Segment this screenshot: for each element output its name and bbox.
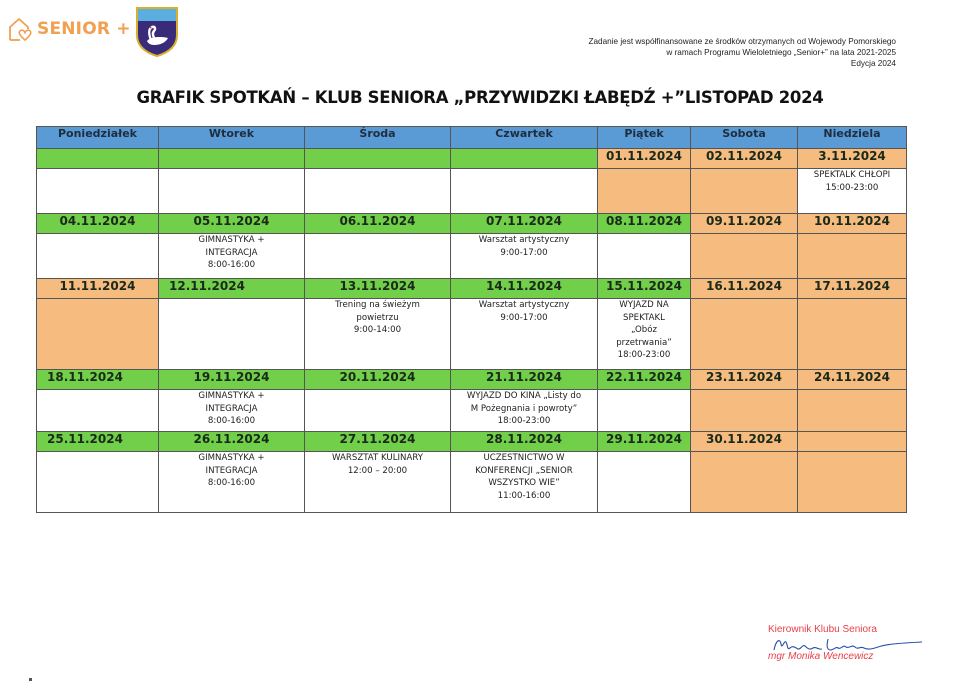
event-text-line: Warsztat artystyczny (478, 300, 570, 310)
event-cell (37, 299, 159, 370)
event-cell (598, 390, 691, 432)
house-heart-icon (8, 16, 34, 42)
events-row (37, 169, 907, 214)
date-cell: 08.11.2024 (598, 214, 691, 234)
date-row (37, 149, 907, 169)
event-text-line: INTEGRACJA (205, 465, 258, 476)
event-text-line: 18:00-23:00 (617, 350, 671, 360)
date-cell (451, 149, 598, 169)
event-text-line: 8:00-16:00 (207, 260, 256, 270)
event-cell (691, 452, 798, 513)
event-text-line: 18:00-23:00 (497, 416, 551, 426)
event-text-line: 12:00 – 20:00 (347, 465, 408, 476)
date-cell: 20.11.2024 (305, 370, 451, 390)
event-cell (305, 452, 451, 513)
event-text-line: WSZYSTKO WIE” (488, 478, 560, 488)
date-cell (305, 149, 451, 169)
events-row (37, 234, 907, 279)
event-text-line: przetrwania” (616, 337, 672, 348)
event-text-line: M Pożegnania i powroty” (470, 403, 578, 414)
event-cell (451, 234, 598, 279)
date-cell: 07.11.2024 (451, 214, 598, 234)
event-cell (37, 169, 159, 214)
weekday-friday: Piątek (598, 127, 691, 149)
event-cell (598, 452, 691, 513)
event-text-line: KONFERENCJI „SENIOR (475, 465, 573, 476)
event-cell (451, 390, 598, 432)
event-text-line: INTEGRACJA (205, 403, 258, 414)
event-text-line: 9:00-14:00 (353, 325, 402, 335)
date-cell: 04.11.2024 (37, 214, 159, 234)
event-cell (159, 234, 305, 279)
events-row (37, 299, 907, 370)
handwritten-signature (772, 636, 947, 656)
event-text-line: WYJAZD DO KINA „Listy do (466, 391, 582, 401)
event-text-line: GIMNASTYKA + (198, 391, 265, 401)
event-cell (598, 169, 691, 214)
date-cell: 28.11.2024 (451, 432, 598, 452)
event-cell (798, 452, 907, 513)
event-cell (159, 390, 305, 432)
event-text-line: SPEKTAKL (623, 312, 665, 323)
date-cell: 14.11.2024 (451, 279, 598, 299)
event-text-line: WYJAZD NA (619, 300, 669, 310)
funding-note (589, 36, 897, 69)
date-cell: 11.11.2024 (37, 279, 159, 299)
weekday-saturday: Sobota (691, 127, 798, 149)
event-text-line: 9:00-17:00 (500, 247, 548, 258)
date-row (37, 432, 907, 452)
event-cell (159, 169, 305, 214)
date-cell (159, 149, 305, 169)
event-cell (305, 299, 451, 370)
date-cell: 24.11.2024 (798, 370, 907, 390)
date-cell: 27.11.2024 (305, 432, 451, 452)
event-cell (37, 452, 159, 513)
signature-role: Kierownik Klubu Seniora (768, 624, 877, 635)
event-cell (798, 234, 907, 279)
date-cell: 23.11.2024 (691, 370, 798, 390)
event-text-line: GIMNASTYKA + (198, 235, 265, 245)
date-cell: 02.11.2024 (691, 149, 798, 169)
date-row (37, 214, 907, 234)
event-cell (798, 169, 907, 214)
event-text-line: UCZESTNICTWO W (483, 453, 565, 463)
date-cell: 06.11.2024 (305, 214, 451, 234)
senior-plus-logo (8, 14, 131, 44)
date-cell: 19.11.2024 (159, 370, 305, 390)
event-text-line: WARSZTAT KULINARY (332, 453, 423, 463)
event-cell (37, 390, 159, 432)
date-cell: 10.11.2024 (798, 214, 907, 234)
date-row (37, 279, 907, 299)
weekday-monday: Poniedziałek (37, 127, 159, 149)
event-text-line: INTEGRACJA (205, 247, 258, 258)
event-cell (305, 169, 451, 214)
date-cell: 3.11.2024 (798, 149, 907, 169)
event-cell (598, 299, 691, 370)
event-text-line: 8:00-16:00 (207, 478, 256, 488)
date-cell: 05.11.2024 (159, 214, 305, 234)
funding-line: Edycja 2024 (850, 59, 896, 68)
event-cell (451, 299, 598, 370)
event-text-line: 11:00-16:00 (497, 490, 551, 501)
date-cell: 12.11.2024 (159, 279, 305, 299)
event-cell (305, 390, 451, 432)
event-cell (798, 299, 907, 370)
event-cell (451, 452, 598, 513)
date-cell: 09.11.2024 (691, 214, 798, 234)
schedule-table (36, 126, 907, 513)
event-text-line: „Obóz (631, 325, 657, 335)
funding-line: w ramach Programu Wieloletniego „Senior+” na lata 2021-2025 (666, 48, 896, 57)
funding-line: Zadanie jest współfinansowane ze środków otrzymanych od Wojewody Pomorskiego (588, 37, 896, 46)
event-cell (159, 299, 305, 370)
weekday-thursday: Czwartek (451, 127, 598, 149)
weekday-wednesday: Środa (305, 127, 451, 149)
event-text-line: SPEKTALK CHŁOPI (813, 170, 891, 180)
weekday-sunday: Niedziela (798, 127, 907, 149)
date-cell: 22.11.2024 (598, 370, 691, 390)
signature-name: mgr Monika Wencewicz (768, 651, 874, 662)
event-cell (691, 299, 798, 370)
events-row (37, 452, 907, 513)
date-cell: 15.11.2024 (598, 279, 691, 299)
date-cell: 18.11.2024 (37, 370, 159, 390)
page-title: GRAFIK SPOTKAŃ – KLUB SENIORA „PRZYWIDZKI ŁABĘDŹ +”LISTOPAD 2024 (136, 88, 824, 107)
weekday-header-row (37, 127, 907, 149)
event-text-line: Trening na świeżym (335, 300, 420, 310)
date-cell (37, 149, 159, 169)
event-cell (798, 390, 907, 432)
event-text-line: GIMNASTYKA + (198, 453, 265, 463)
event-cell (691, 234, 798, 279)
date-cell (798, 432, 907, 452)
event-cell (159, 452, 305, 513)
event-text-line: powietrzu (356, 312, 399, 323)
event-text-line: Warsztat artystyczny (478, 235, 570, 245)
logo-text: SENIOR + (37, 19, 131, 39)
event-cell (598, 234, 691, 279)
date-cell: 17.11.2024 (798, 279, 907, 299)
event-cell (37, 234, 159, 279)
date-row (37, 370, 907, 390)
date-cell: 26.11.2024 (159, 432, 305, 452)
scan-speck (29, 678, 32, 681)
event-cell (305, 234, 451, 279)
events-row (37, 390, 907, 432)
event-text-line: 9:00-17:00 (500, 312, 548, 323)
event-cell (691, 169, 798, 214)
event-text-line: 15:00-23:00 (825, 182, 879, 193)
signature-block (768, 624, 948, 662)
swan-crest-icon (134, 5, 180, 57)
event-text-line: 8:00-16:00 (207, 416, 256, 426)
event-cell (451, 169, 598, 214)
event-cell (691, 390, 798, 432)
date-cell: 21.11.2024 (451, 370, 598, 390)
date-cell: 13.11.2024 (305, 279, 451, 299)
date-cell: 29.11.2024 (598, 432, 691, 452)
date-cell: 01.11.2024 (598, 149, 691, 169)
date-cell: 30.11.2024 (691, 432, 798, 452)
date-cell: 16.11.2024 (691, 279, 798, 299)
date-cell: 25.11.2024 (37, 432, 159, 452)
weekday-tuesday: Wtorek (159, 127, 305, 149)
